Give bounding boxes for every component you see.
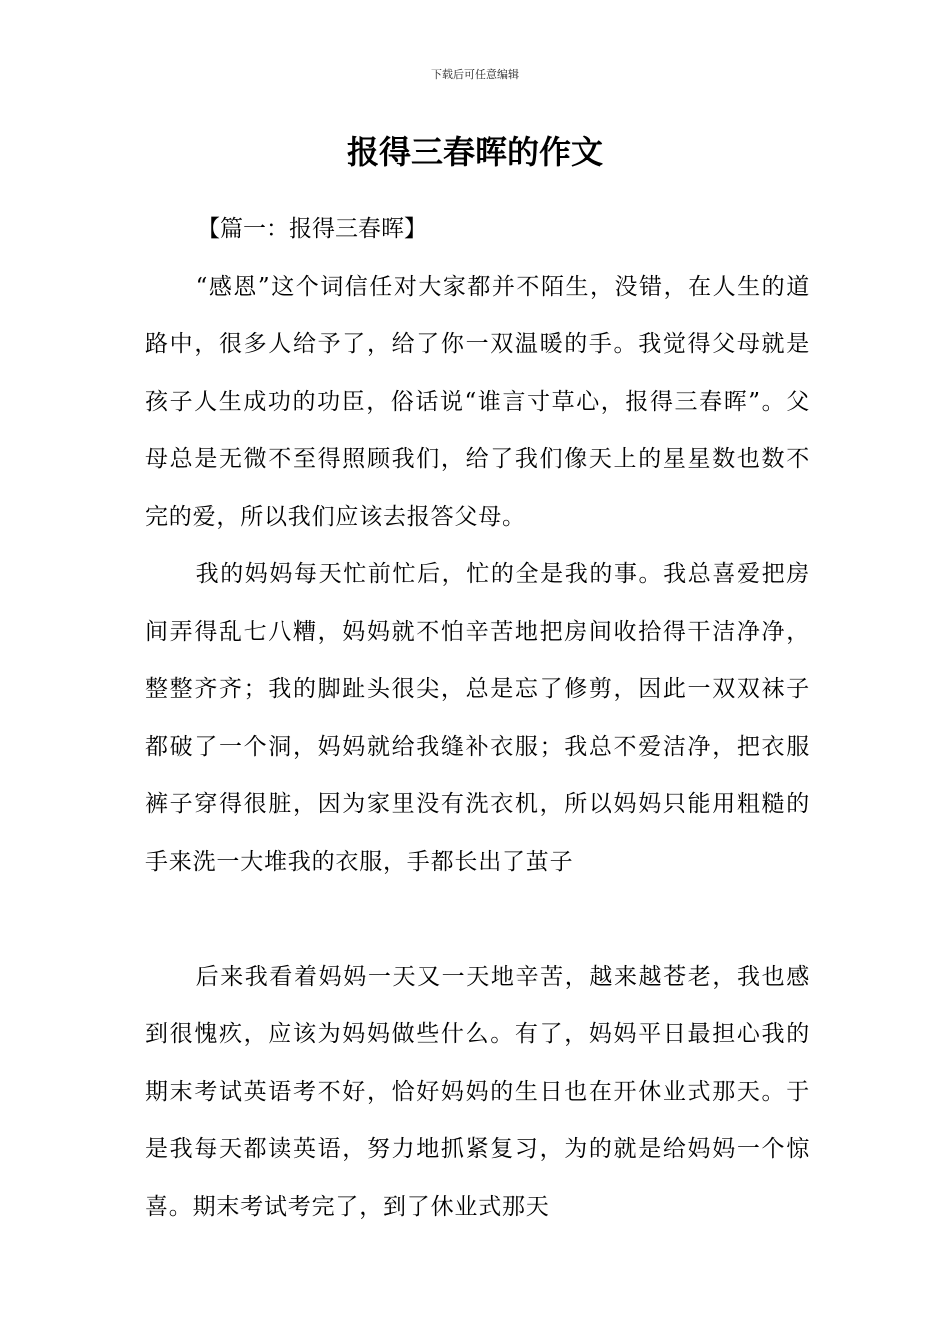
header-note: 下载后可任意编辑: [431, 68, 519, 81]
section-heading: 【篇一：报得三春晖】: [197, 216, 427, 242]
paragraph-2: 我的妈妈每天忙前忙后，忙的全是我的事。我总喜爱把房间弄得乱七八糟，妈妈就不怕辛苦地把房间收拾得干洁净净，整整齐齐；我的脚趾头很尖，总是忘了修剪，因此一双双袜子都破了一个洞，妈妈就给我缝补衣服；我总不爱洁净，把衣服裤子穿得很脏，因为家里没有洗衣机，所以妈妈只能用粗糙的手来洗一大堆我的衣服，手都长出了茧子: [145, 561, 810, 875]
document-title: 报得三春晖的作文: [346, 133, 603, 171]
paragraph-1: “感恩”这个词信任对大家都并不陌生，没错，在人生的道路中，很多人给予了，给了你一双温暖的手。我觉得父母就是孩子人生成功的功臣，俗话说“谁言寸草心，报得三春晖”。父母总是无微不至得照顾我们，给了我们像天上的星星数也数不完的爱，所以我们应该去报答父母。: [145, 273, 810, 530]
document-body: [145, 201, 810, 1236]
paragraph-3: 后来我看着妈妈一天又一天地辛苦，越来越苍老，我也感到很愧疚，应该为妈妈做些什么。有了，妈妈平日最担心我的期末考试英语考不好，恰好妈妈的生日也在开休业式那天。于是我每天都读英语，努力地抓紧复习，为的就是给妈妈一个惊喜。期末考试考完了，到了休业式那天: [145, 963, 810, 1220]
